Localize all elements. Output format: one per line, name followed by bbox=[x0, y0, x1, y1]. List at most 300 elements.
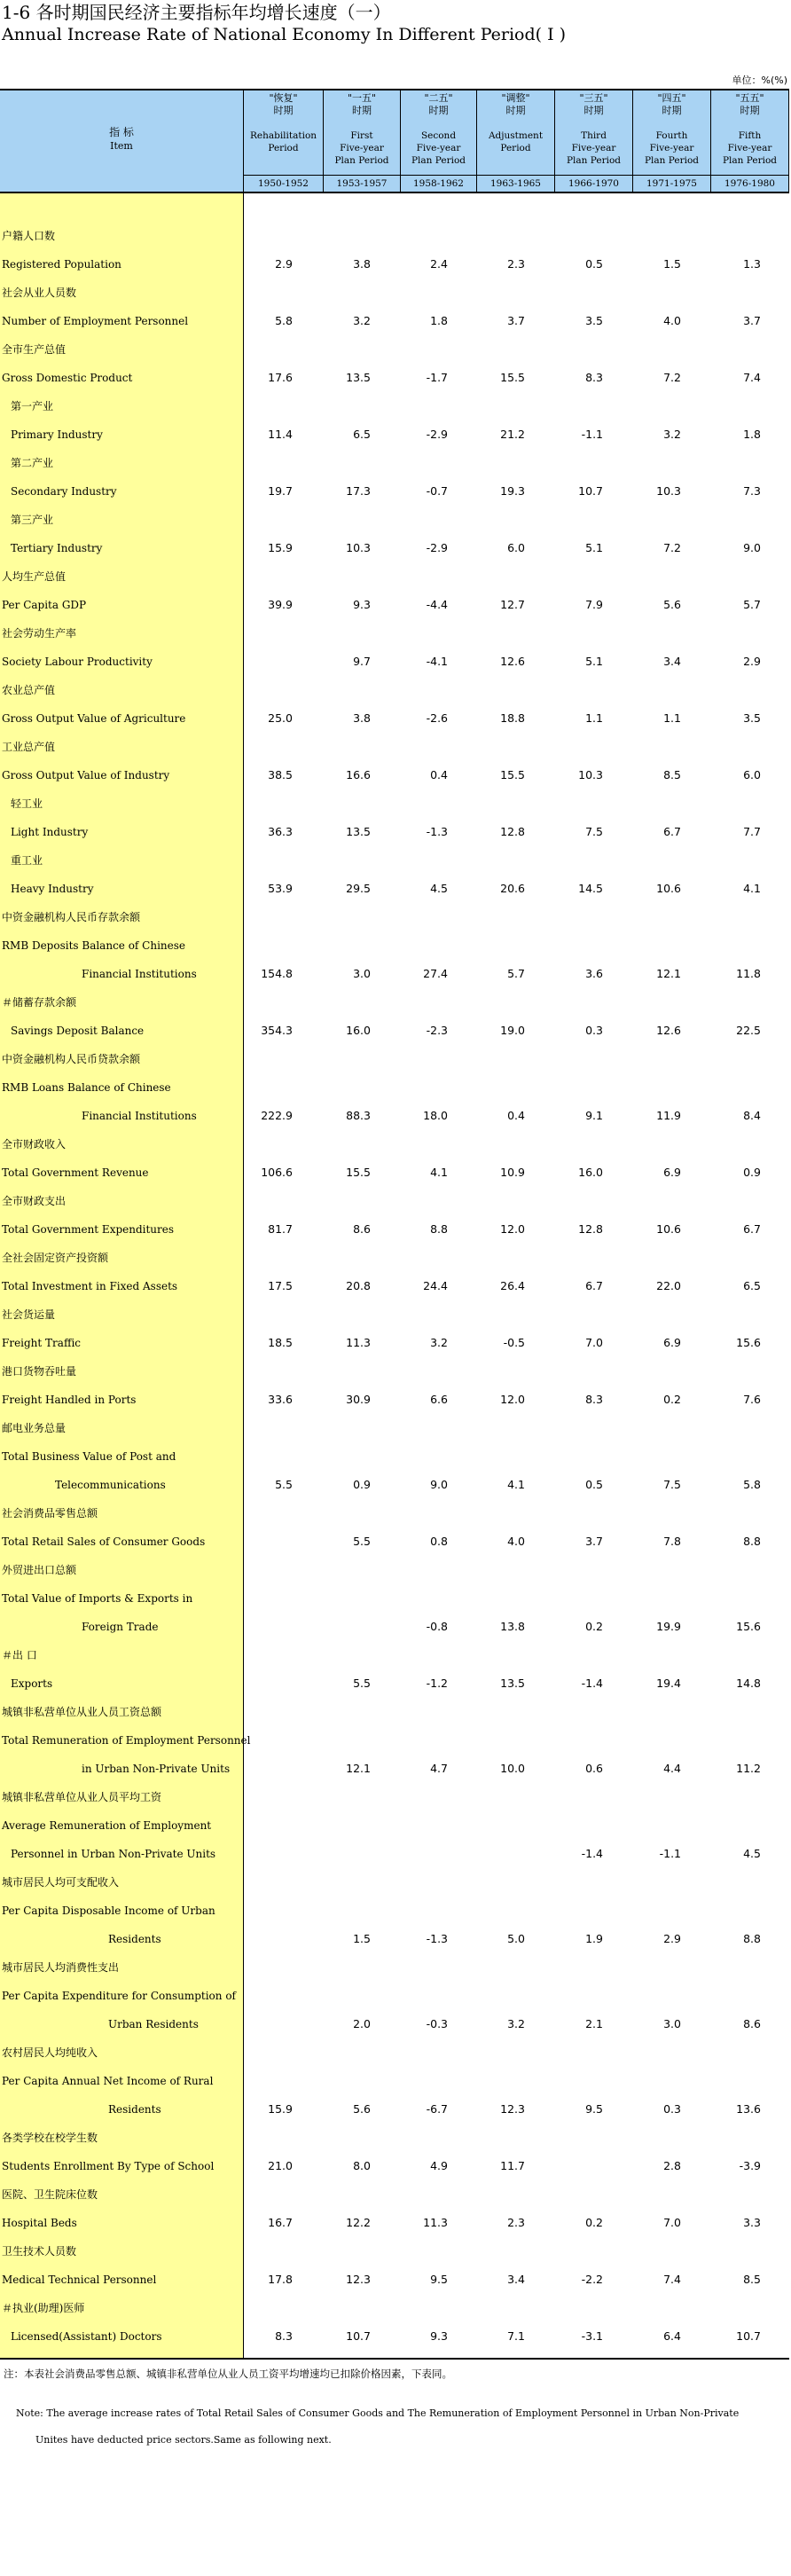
cell-value: 0.4 bbox=[507, 1109, 525, 1122]
cell-value: 10.3 bbox=[656, 484, 681, 498]
column-header bbox=[633, 90, 711, 192]
column-header-years: 1953-1957 bbox=[324, 175, 400, 192]
cell-value: 9.3 bbox=[353, 598, 371, 611]
cell-value: 16.0 bbox=[346, 1024, 371, 1037]
row-label-en: Registered Population bbox=[2, 258, 121, 271]
cell-value: 9.5 bbox=[585, 2102, 603, 2116]
cell-value: 13.6 bbox=[736, 2102, 761, 2116]
column-header bbox=[555, 90, 633, 192]
cell-value: 12.0 bbox=[500, 1393, 525, 1406]
row-label-en: Total Retail Sales of Consumer Goods bbox=[2, 1535, 206, 1548]
row-label-zh: 各类学校在校学生数 bbox=[2, 2132, 98, 2144]
cell-value: 8.3 bbox=[275, 2329, 293, 2343]
cell-value: 5.8 bbox=[743, 1478, 761, 1491]
cell-value: 8.5 bbox=[743, 2273, 761, 2286]
cell-value: 15.5 bbox=[500, 768, 525, 781]
cell-value: 13.5 bbox=[346, 825, 371, 838]
cell-value: 7.8 bbox=[663, 1535, 681, 1548]
row-label-en: Gross Output Value of Agriculture bbox=[2, 712, 186, 725]
table-header bbox=[0, 89, 789, 193]
row-label-en: Personnel in Urban Non-Private Units bbox=[11, 1848, 216, 1860]
row-label-en: Residents bbox=[108, 1933, 161, 1945]
row-label-en: Urban Residents bbox=[108, 2018, 199, 2030]
cell-value: 3.8 bbox=[353, 711, 371, 725]
column-header-years: 1950-1952 bbox=[244, 175, 323, 192]
cell-value: 3.3 bbox=[743, 2216, 761, 2229]
row-label-en: Heavy Industry bbox=[11, 883, 94, 895]
cell-value: -0.8 bbox=[426, 1620, 448, 1633]
column-header-years: 1966-1970 bbox=[555, 175, 632, 192]
cell-value: 10.3 bbox=[578, 768, 603, 781]
cell-value: 7.5 bbox=[585, 825, 603, 838]
row-label-en: Financial Institutions bbox=[82, 1110, 197, 1122]
row-label-en: Per Capita Disposable Income of Urban bbox=[2, 1905, 215, 1917]
column-header bbox=[711, 90, 789, 192]
cell-value: 12.0 bbox=[500, 1222, 525, 1236]
cell-value: -1.2 bbox=[426, 1677, 448, 1690]
item-header-en: Item bbox=[110, 140, 133, 152]
cell-value: 0.4 bbox=[430, 768, 448, 781]
column-header-en: Fourth Five-year Plan Period bbox=[644, 130, 699, 166]
cell-value: 7.7 bbox=[743, 825, 761, 838]
cell-value: 12.1 bbox=[346, 1762, 371, 1775]
cell-value: 11.2 bbox=[736, 1762, 761, 1775]
cell-value: 7.3 bbox=[743, 484, 761, 498]
cell-value: 2.9 bbox=[743, 655, 761, 668]
row-label-zh: 社会货运量 bbox=[2, 1308, 56, 1321]
row-label-en: in Urban Non-Private Units bbox=[82, 1763, 231, 1775]
cell-value: 1.1 bbox=[585, 711, 603, 725]
cell-value: 4.9 bbox=[430, 2159, 448, 2172]
cell-value: 2.8 bbox=[663, 2159, 681, 2172]
row-label-zh: 第二产业 bbox=[11, 457, 54, 469]
row-label-zh: 户籍人口数 bbox=[2, 230, 56, 242]
table-body bbox=[0, 193, 789, 2360]
row-label-zh: 中资金融机构人民币存款余额 bbox=[2, 911, 141, 923]
cell-value: 9.0 bbox=[743, 541, 761, 554]
cell-value: 17.5 bbox=[268, 1279, 293, 1292]
column-header-en: Third Five-year Plan Period bbox=[566, 130, 621, 166]
cell-value: 0.8 bbox=[430, 1535, 448, 1548]
cell-value: -2.2 bbox=[581, 2273, 603, 2286]
cell-value: 3.7 bbox=[743, 314, 761, 327]
cell-value: 10.3 bbox=[346, 541, 371, 554]
cell-value: 81.7 bbox=[268, 1222, 293, 1236]
cell-value: 2.0 bbox=[353, 2017, 371, 2030]
row-label-en: Licensed(Assistant) Doctors bbox=[11, 2330, 162, 2343]
row-label-zh: 农村居民人均纯收入 bbox=[2, 2046, 98, 2059]
cell-value: 5.1 bbox=[585, 541, 603, 554]
row-label-en: Foreign Trade bbox=[82, 1621, 159, 1633]
cell-value: 12.6 bbox=[656, 1024, 681, 1037]
row-label-en: Telecommunications bbox=[55, 1479, 166, 1491]
cell-value: 19.4 bbox=[656, 1677, 681, 1690]
cell-value: 3.7 bbox=[507, 314, 525, 327]
cell-value: 10.7 bbox=[736, 2329, 761, 2343]
cell-value: 7.0 bbox=[585, 1336, 603, 1349]
cell-value: 4.4 bbox=[663, 1762, 681, 1775]
column-header bbox=[401, 90, 477, 192]
cell-value: 12.6 bbox=[500, 655, 525, 668]
cell-value: 5.5 bbox=[353, 1535, 371, 1548]
row-label-zh: 工业总产值 bbox=[2, 741, 56, 753]
cell-value: 3.7 bbox=[585, 1535, 603, 1548]
cell-value: 10.7 bbox=[346, 2329, 371, 2343]
row-label-zh: 轻工业 bbox=[11, 797, 43, 810]
cell-value: 154.8 bbox=[261, 967, 293, 980]
cell-value: 33.6 bbox=[268, 1393, 293, 1406]
cell-value: 1.8 bbox=[743, 428, 761, 441]
cell-value: 16.6 bbox=[346, 768, 371, 781]
cell-value: 6.5 bbox=[353, 428, 371, 441]
row-label-zh: ＃储蓄存款余额 bbox=[2, 996, 77, 1009]
cell-value: 2.3 bbox=[507, 257, 525, 271]
cell-value: 9.5 bbox=[430, 2273, 448, 2286]
row-label-en: Light Industry bbox=[11, 826, 89, 838]
cell-value: 4.1 bbox=[430, 1166, 448, 1179]
cell-value: 4.0 bbox=[663, 314, 681, 327]
row-label-en: Per Capita Annual Net Income of Rural bbox=[2, 2075, 214, 2087]
row-label-en: Gross Output Value of Industry bbox=[2, 769, 170, 781]
cell-value: -1.7 bbox=[426, 371, 448, 384]
row-label-zh: 人均生产总值 bbox=[2, 570, 67, 583]
cell-value: 3.2 bbox=[663, 428, 681, 441]
cell-value: 9.7 bbox=[353, 655, 371, 668]
column-header-en: Second Five-year Plan Period bbox=[411, 130, 466, 166]
cell-value: 36.3 bbox=[268, 825, 293, 838]
cell-value: 7.9 bbox=[585, 598, 603, 611]
cell-value: 8.8 bbox=[743, 1535, 761, 1548]
row-label-en: Students Enrollment By Type of School bbox=[2, 2160, 215, 2172]
cell-value: 12.8 bbox=[578, 1222, 603, 1236]
column-header-zh: "二五" 时期 bbox=[424, 92, 453, 116]
cell-value: 3.4 bbox=[663, 655, 681, 668]
column-header-zh: "四五" 时期 bbox=[657, 92, 686, 116]
cell-value: 1.8 bbox=[430, 314, 448, 327]
item-header bbox=[0, 90, 244, 192]
column-header-years: 1976-1980 bbox=[711, 175, 788, 192]
row-label-en: Per Capita GDP bbox=[2, 599, 87, 611]
cell-value: 12.3 bbox=[346, 2273, 371, 2286]
cell-value: 38.5 bbox=[268, 768, 293, 781]
cell-value: -6.7 bbox=[426, 2102, 448, 2116]
column-header-zh: "恢复" 时期 bbox=[269, 92, 298, 116]
cell-value: 6.7 bbox=[743, 1222, 761, 1236]
cell-value: 1.5 bbox=[663, 257, 681, 271]
row-label-en: Total Value of Imports & Exports in bbox=[2, 1592, 193, 1605]
column-header-years: 1958-1962 bbox=[401, 175, 476, 192]
cell-value: 17.6 bbox=[268, 371, 293, 384]
cell-value: 22.5 bbox=[736, 1024, 761, 1037]
unit-label: 单位：%(%) bbox=[732, 75, 787, 86]
note-en-line1: Note: The average increase rates of Total Retail Sales of Consumer Goods and The Remuneration of Employment Personnel in Urban Non-Private bbox=[16, 2407, 740, 2419]
cell-value: 21.2 bbox=[500, 428, 525, 441]
column-header-years: 1971-1975 bbox=[633, 175, 710, 192]
cell-value: 11.4 bbox=[268, 428, 293, 441]
cell-value: 10.6 bbox=[656, 882, 681, 895]
cell-value: 39.9 bbox=[268, 598, 293, 611]
row-label-en: Financial Institutions bbox=[82, 968, 197, 980]
cell-value: 12.1 bbox=[656, 967, 681, 980]
data-table bbox=[0, 89, 789, 2360]
cell-value: -1.1 bbox=[581, 428, 603, 441]
row-label-en: Secondary Industry bbox=[11, 485, 117, 498]
cell-value: 16.7 bbox=[268, 2216, 293, 2229]
row-label-zh: 城市居民人均可支配收入 bbox=[2, 1876, 120, 1889]
column-header-zh: "五五" 时期 bbox=[735, 92, 764, 116]
cell-value: 1.1 bbox=[663, 711, 681, 725]
column-header-en: Rehabilitation Period bbox=[249, 130, 317, 153]
cell-value: 13.8 bbox=[500, 1620, 525, 1633]
cell-value: 6.4 bbox=[663, 2329, 681, 2343]
cell-value: 25.0 bbox=[268, 711, 293, 725]
row-label-en: Per Capita Expenditure for Consumption of bbox=[2, 1990, 236, 2002]
cell-value: 8.0 bbox=[353, 2159, 371, 2172]
column-header bbox=[477, 90, 555, 192]
row-label-zh: 社会劳动生产率 bbox=[2, 627, 77, 640]
row-label-zh: 卫生技术人员数 bbox=[2, 2245, 77, 2258]
cell-value: 106.6 bbox=[261, 1166, 293, 1179]
item-column bbox=[0, 193, 251, 2358]
row-label-en: Total Government Expenditures bbox=[2, 1223, 175, 1236]
cell-value: 24.4 bbox=[423, 1279, 448, 1292]
table-title: 1-6 各时期国民经济主要指标年均增长速度（一） bbox=[2, 2, 391, 23]
row-label-zh: 全市财政收入 bbox=[2, 1138, 67, 1151]
row-label-zh: 第一产业 bbox=[11, 400, 54, 412]
cell-value: 18.8 bbox=[500, 711, 525, 725]
row-label-en: Medical Technical Personnel bbox=[2, 2274, 157, 2286]
cell-value: 11.3 bbox=[346, 1336, 371, 1349]
column-header-zh: "一五" 时期 bbox=[347, 92, 377, 116]
cell-value: 4.7 bbox=[430, 1762, 448, 1775]
cell-value: 7.2 bbox=[663, 541, 681, 554]
cell-value: 22.0 bbox=[656, 1279, 681, 1292]
row-label-zh: ＃出 口 bbox=[2, 1649, 37, 1661]
cell-value: 16.0 bbox=[578, 1166, 603, 1179]
cell-value: 6.6 bbox=[430, 1393, 448, 1406]
cell-value: 3.4 bbox=[507, 2273, 525, 2286]
column-header-en: Adjustment Period bbox=[488, 130, 544, 153]
cell-value: -0.3 bbox=[426, 2017, 448, 2030]
cell-value: -4.4 bbox=[426, 598, 448, 611]
cell-value: 9.3 bbox=[430, 2329, 448, 2343]
cell-value: -1.3 bbox=[426, 825, 448, 838]
row-label-zh: 中资金融机构人民币贷款余额 bbox=[2, 1053, 141, 1065]
cell-value: 5.1 bbox=[585, 655, 603, 668]
cell-value: 19.7 bbox=[268, 484, 293, 498]
cell-value: -0.7 bbox=[426, 484, 448, 498]
row-label-zh: 外贸进出口总额 bbox=[2, 1564, 77, 1576]
cell-value: 7.5 bbox=[663, 1478, 681, 1491]
cell-value: 21.0 bbox=[268, 2159, 293, 2172]
cell-value: 222.9 bbox=[261, 1109, 293, 1122]
cell-value: -1.4 bbox=[581, 1847, 603, 1860]
cell-value: 0.2 bbox=[663, 1393, 681, 1406]
row-label-zh: 城镇非私营单位从业人员平均工资 bbox=[2, 1791, 162, 1803]
cell-value: 11.9 bbox=[656, 1109, 681, 1122]
cell-value: 6.7 bbox=[663, 825, 681, 838]
cell-value: 6.0 bbox=[507, 541, 525, 554]
cell-value: 3.2 bbox=[507, 2017, 525, 2030]
cell-value: 7.0 bbox=[663, 2216, 681, 2229]
cell-value: 10.6 bbox=[656, 1222, 681, 1236]
cell-value: 26.4 bbox=[500, 1279, 525, 1292]
row-label-zh: 城市居民人均消费性支出 bbox=[2, 1961, 120, 1974]
cell-value: 5.5 bbox=[353, 1677, 371, 1690]
cell-value: 15.6 bbox=[736, 1620, 761, 1633]
cell-value: 8.6 bbox=[743, 2017, 761, 2030]
cell-value: 6.9 bbox=[663, 1166, 681, 1179]
cell-value: 3.8 bbox=[353, 257, 371, 271]
cell-value: -4.1 bbox=[426, 655, 448, 668]
cell-value: 8.6 bbox=[353, 1222, 371, 1236]
cell-value: 12.2 bbox=[346, 2216, 371, 2229]
table-subtitle: Annual Increase Rate of National Economy In Different Period( Ⅰ ) bbox=[2, 25, 567, 44]
column-header bbox=[324, 90, 401, 192]
cell-value: 11.3 bbox=[423, 2216, 448, 2229]
cell-value: 0.2 bbox=[585, 2216, 603, 2229]
row-label-en: Residents bbox=[108, 2103, 161, 2116]
column-header-years: 1963-1965 bbox=[477, 175, 554, 192]
cell-value: -2.6 bbox=[426, 711, 448, 725]
cell-value: 0.3 bbox=[663, 2102, 681, 2116]
row-label-zh: 全市财政支出 bbox=[2, 1195, 67, 1207]
row-label-en: Exports bbox=[11, 1677, 53, 1690]
note-zh: 注：本表社会消费品零售总额、城镇非私营单位从业人员工资平均增速均已扣除价格因素，下表同。 bbox=[4, 2368, 452, 2380]
cell-value: 5.8 bbox=[275, 314, 293, 327]
cell-value: 9.0 bbox=[430, 1478, 448, 1491]
column-header-zh: "调整" 时期 bbox=[501, 92, 530, 116]
cell-value: 11.7 bbox=[500, 2159, 525, 2172]
cell-value: 6.5 bbox=[743, 1279, 761, 1292]
cell-value: 2.3 bbox=[507, 2216, 525, 2229]
cell-value: 1.5 bbox=[353, 1932, 371, 1945]
cell-value: 3.0 bbox=[353, 967, 371, 980]
cell-value: 6.9 bbox=[663, 1336, 681, 1349]
cell-value: -1.3 bbox=[426, 1932, 448, 1945]
row-label-zh: 农业总产值 bbox=[2, 684, 56, 696]
cell-value: 3.2 bbox=[353, 314, 371, 327]
row-label-zh: 社会消费品零售总额 bbox=[2, 1507, 98, 1520]
cell-value: 15.5 bbox=[500, 371, 525, 384]
cell-value: 53.9 bbox=[268, 882, 293, 895]
cell-value: 5.7 bbox=[743, 598, 761, 611]
cell-value: 15.9 bbox=[268, 2102, 293, 2116]
row-label-zh: 全社会固定资产投资额 bbox=[2, 1252, 109, 1264]
row-label-zh: 重工业 bbox=[11, 854, 43, 867]
row-label-zh: 第三产业 bbox=[11, 514, 54, 526]
cell-value: 8.3 bbox=[585, 1393, 603, 1406]
cell-value: 3.5 bbox=[585, 314, 603, 327]
row-label-en: Gross Domestic Product bbox=[2, 372, 133, 384]
cell-value: 14.5 bbox=[578, 882, 603, 895]
row-label-zh: 医院、卫生院床位数 bbox=[2, 2188, 98, 2201]
row-label-en: Primary Industry bbox=[11, 428, 103, 441]
cell-value: 8.8 bbox=[430, 1222, 448, 1236]
cell-value: 14.8 bbox=[736, 1677, 761, 1690]
cell-value: 6.0 bbox=[743, 768, 761, 781]
cell-value: 354.3 bbox=[261, 1024, 293, 1037]
row-label-zh: ＃执业(助理)医师 bbox=[2, 2302, 85, 2314]
row-label-zh: 社会从业人员数 bbox=[2, 287, 77, 299]
cell-value: 10.7 bbox=[578, 484, 603, 498]
cell-value: 6.7 bbox=[585, 1279, 603, 1292]
cell-value: 0.5 bbox=[585, 1478, 603, 1491]
cell-value: 30.9 bbox=[346, 1393, 371, 1406]
row-label-en: RMB Loans Balance of Chinese bbox=[2, 1081, 171, 1094]
cell-value: 12.3 bbox=[500, 2102, 525, 2116]
row-label-zh: 港口货物吞吐量 bbox=[2, 1365, 77, 1378]
cell-value: 15.5 bbox=[346, 1166, 371, 1179]
cell-value: 10.0 bbox=[500, 1762, 525, 1775]
row-label-en: Total Business Value of Post and bbox=[2, 1450, 176, 1463]
cell-value: -2.3 bbox=[426, 1024, 448, 1037]
cell-value: 7.2 bbox=[663, 371, 681, 384]
column-header-zh: "三五" 时期 bbox=[579, 92, 608, 116]
row-label-zh: 全市生产总值 bbox=[2, 343, 67, 356]
cell-value: 18.5 bbox=[268, 1336, 293, 1349]
cell-value: 2.4 bbox=[430, 257, 448, 271]
cell-value: 7.4 bbox=[663, 2273, 681, 2286]
row-label-en: Freight Traffic bbox=[2, 1337, 82, 1349]
row-label-en: Total Remuneration of Employment Personnel bbox=[2, 1734, 251, 1747]
row-label-en: Number of Employment Personnel bbox=[2, 315, 189, 327]
cell-value: -2.9 bbox=[426, 541, 448, 554]
row-label-en: Total Investment in Fixed Assets bbox=[2, 1280, 178, 1292]
cell-value: -0.5 bbox=[503, 1336, 525, 1349]
cell-value: 0.6 bbox=[585, 1762, 603, 1775]
cell-value: 11.8 bbox=[736, 967, 761, 980]
cell-value: 4.1 bbox=[507, 1478, 525, 1491]
cell-value: 5.6 bbox=[353, 2102, 371, 2116]
row-label-en: Average Remuneration of Employment bbox=[2, 1819, 212, 1832]
row-label-zh: 城镇非私营单位从业人员工资总额 bbox=[2, 1706, 162, 1718]
cell-value: 19.0 bbox=[500, 1024, 525, 1037]
item-header-zh: 指 标 bbox=[109, 126, 134, 138]
cell-value: 0.2 bbox=[585, 1620, 603, 1633]
cell-value: 15.6 bbox=[736, 1336, 761, 1349]
row-label-en: Total Government Revenue bbox=[2, 1166, 149, 1179]
cell-value: 9.1 bbox=[585, 1109, 603, 1122]
row-label-en: RMB Deposits Balance of Chinese bbox=[2, 939, 186, 952]
cell-value: 7.4 bbox=[743, 371, 761, 384]
cell-value: 8.8 bbox=[743, 1932, 761, 1945]
cell-value: -3.9 bbox=[739, 2159, 761, 2172]
cell-value: 13.5 bbox=[500, 1677, 525, 1690]
cell-value: 15.9 bbox=[268, 541, 293, 554]
cell-value: 4.5 bbox=[430, 882, 448, 895]
cell-value: 7.1 bbox=[507, 2329, 525, 2343]
cell-value: 88.3 bbox=[346, 1109, 371, 1122]
cell-value: -3.1 bbox=[581, 2329, 603, 2343]
cell-value: 0.9 bbox=[743, 1166, 761, 1179]
cell-value: -2.9 bbox=[426, 428, 448, 441]
cell-value: 20.8 bbox=[346, 1279, 371, 1292]
cell-value: 12.7 bbox=[500, 598, 525, 611]
cell-value: 12.8 bbox=[500, 825, 525, 838]
row-label-en: Freight Handled in Ports bbox=[2, 1394, 137, 1406]
column-header bbox=[244, 90, 324, 192]
cell-value: -1.4 bbox=[581, 1677, 603, 1690]
cell-value: 0.5 bbox=[585, 257, 603, 271]
column-header-en: Fifth Five-year Plan Period bbox=[722, 130, 777, 166]
cell-value: 3.2 bbox=[430, 1336, 448, 1349]
cell-value: 5.0 bbox=[507, 1932, 525, 1945]
cell-value: 19.3 bbox=[500, 484, 525, 498]
row-label-en: Tertiary Industry bbox=[11, 542, 103, 554]
cell-value: 20.6 bbox=[500, 882, 525, 895]
cell-value: 1.3 bbox=[743, 257, 761, 271]
